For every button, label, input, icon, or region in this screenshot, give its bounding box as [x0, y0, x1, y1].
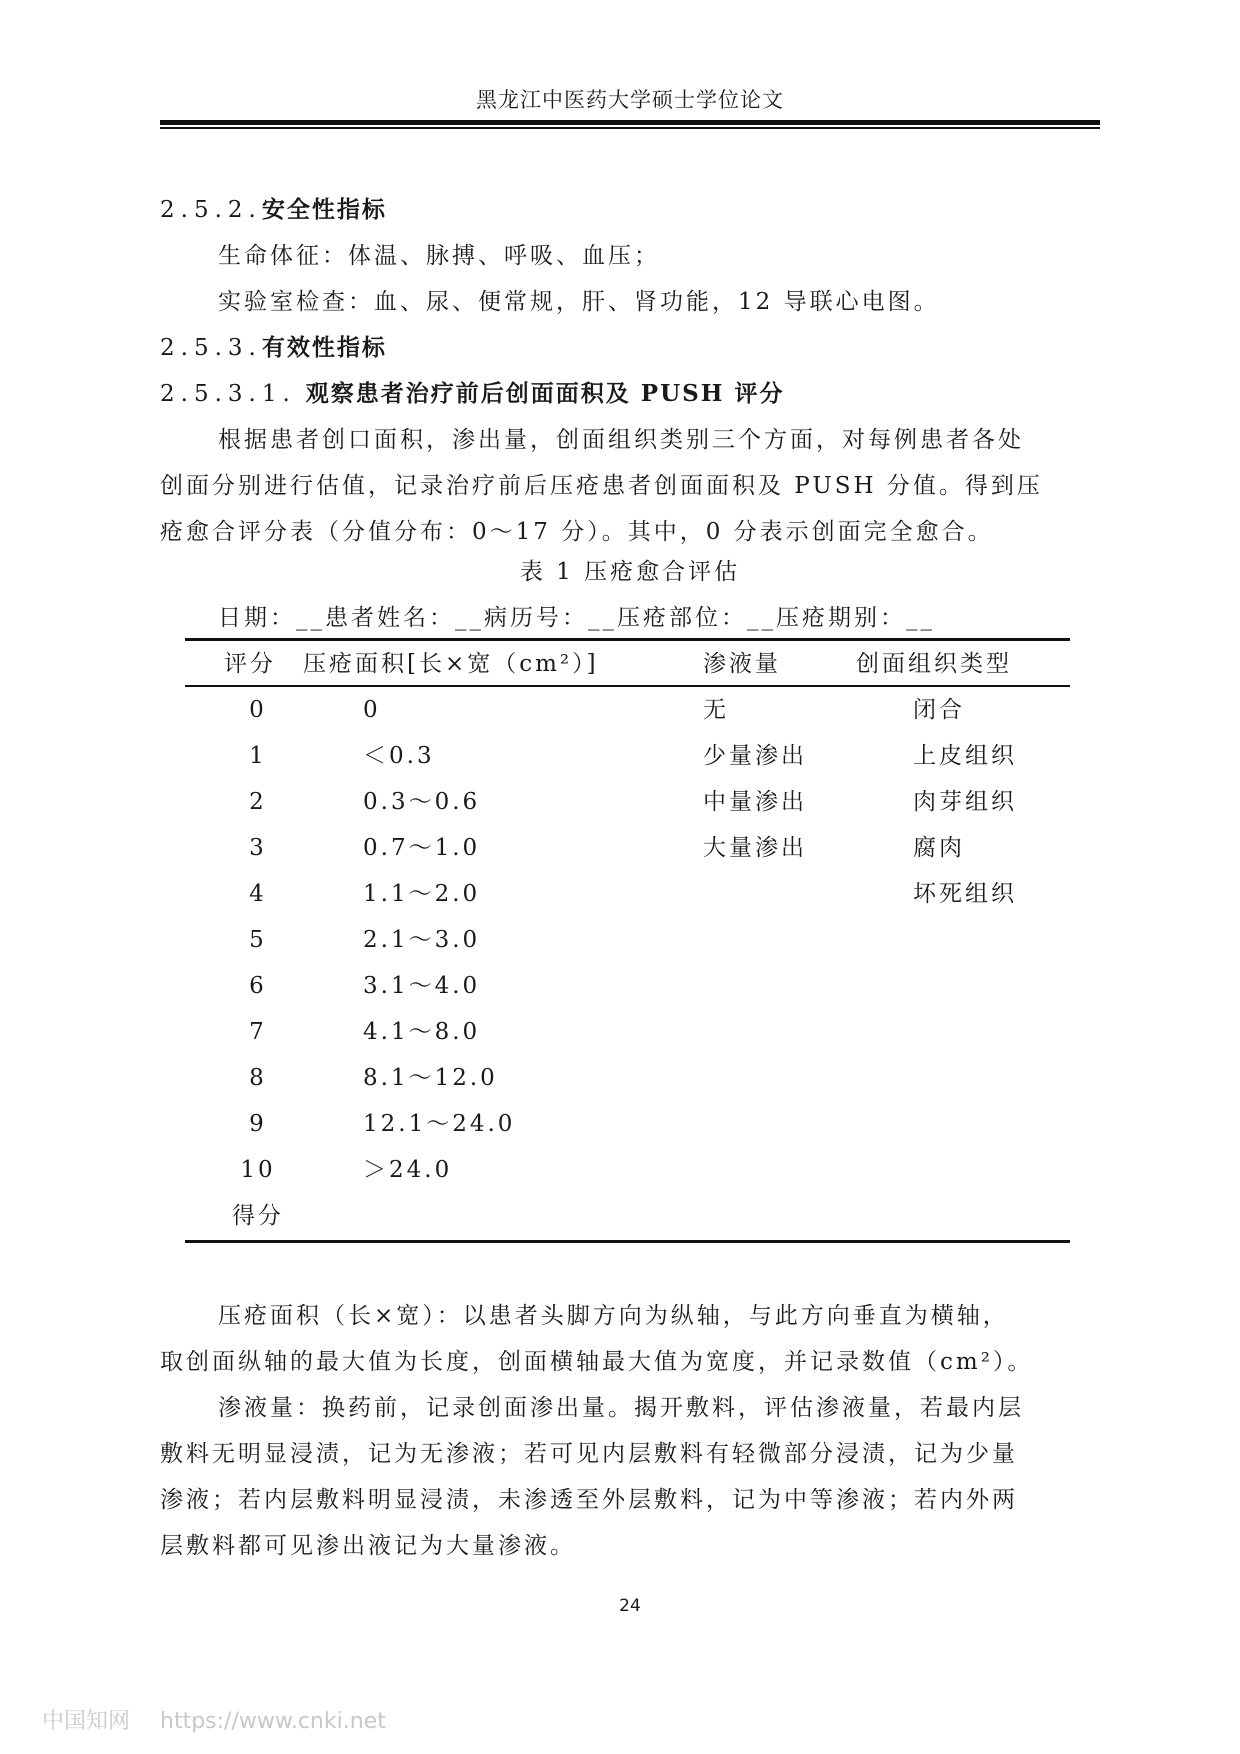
cell-score: 6	[249, 973, 267, 999]
watermark-url: https://www.cnki.net	[160, 1709, 386, 1734]
table-form-line: 日期：__患者姓名：__病历号：__压疮部位：__压疮期别：__	[218, 605, 935, 631]
paragraph-line: 疮愈合评分表（分值分布：0～17 分）。其中，0 分表示创面完全愈合。	[160, 519, 994, 545]
cell-area: 3.1～4.0	[363, 973, 481, 999]
paragraph-line: 取创面纵轴的最大值为长度，创面横轴最大值为宽度，并记录数值（cm²）。	[160, 1349, 1034, 1375]
cell-area: ＜0.3	[363, 743, 435, 769]
table-caption: 表 1 压疮愈合评估	[519, 559, 741, 585]
cell-area: 0.3～0.6	[363, 789, 481, 815]
cell-score: 5	[249, 927, 267, 953]
cell-score: 4	[249, 881, 267, 907]
lab-tests-line: 实验室检查：血、尿、便常规，肝、肾功能，12 导联心电图。	[218, 289, 940, 315]
header-area: 压疮面积[长×宽（cm²）]	[303, 651, 599, 677]
cell-score: 得分	[232, 1203, 284, 1229]
section-2-5-3-heading	[160, 330, 1100, 366]
table-header-rule	[185, 685, 1070, 687]
cell-tissue: 肉芽组织	[913, 789, 1017, 815]
header-rule-thin	[160, 127, 1100, 129]
section-2-5-3-1-heading	[160, 376, 1100, 412]
cell-score: 10	[240, 1157, 276, 1183]
paragraph-line: 创面分别进行估值，记录治疗前后压疮患者创面面积及 PUSH 分值。得到压	[160, 473, 1043, 499]
section-title: 观察患者治疗前后创面面积及 PUSH 评分	[305, 380, 785, 407]
cell-area: 4.1～8.0	[363, 1019, 481, 1045]
table-bottom-rule	[185, 1240, 1070, 1243]
cell-area: 1.1～2.0	[363, 881, 481, 907]
section-number: 2.5.2.	[160, 197, 262, 223]
cell-score: 9	[249, 1111, 267, 1137]
cell-score: 2	[249, 789, 267, 815]
header-tissue: 创面组织类型	[856, 651, 1012, 677]
section-number: 2.5.3.	[160, 335, 262, 361]
cell-tissue: 上皮组织	[913, 743, 1017, 769]
cell-score: 8	[249, 1065, 267, 1091]
header-exudate: 渗液量	[703, 651, 781, 677]
page-number: 24	[619, 1596, 641, 1616]
cell-tissue: 腐肉	[913, 835, 965, 861]
watermark	[42, 1704, 386, 1735]
vital-signs-line: 生命体征：体温、脉搏、呼吸、血压；	[218, 243, 660, 269]
cell-area: 8.1～12.0	[363, 1065, 498, 1091]
section-2-5-2-heading	[160, 192, 1100, 228]
cell-exudate: 无	[703, 697, 729, 723]
paragraph-line: 压疮面积（长×宽）：以患者头脚方向为纵轴，与此方向垂直为横轴，	[218, 1303, 1009, 1329]
paragraph-line: 根据患者创口面积，渗出量，创面组织类别三个方面，对每例患者各处	[218, 427, 1024, 453]
section-number: 2.5.3.1.	[160, 381, 296, 407]
paragraph-line: 敷料无明显浸渍，记为无渗液；若可见内层敷料有轻微部分浸渍，记为少量	[160, 1441, 1018, 1467]
cell-score: 7	[249, 1019, 267, 1045]
cell-area: 2.1～3.0	[363, 927, 481, 953]
header-score: 评分	[224, 651, 276, 677]
section-title: 安全性指标	[261, 196, 387, 223]
cell-exudate: 少量渗出	[703, 743, 807, 769]
paragraph-line: 层敷料都可见渗出液记为大量渗液。	[160, 1533, 576, 1559]
cell-score: 3	[249, 835, 267, 861]
cell-area: 12.1～24.0	[363, 1111, 516, 1137]
running-header: 黑龙江中医药大学硕士学位论文	[476, 88, 784, 112]
section-title: 有效性指标	[261, 334, 387, 361]
paragraph-line: 渗液量：换药前，记录创面渗出量。揭开敷料，评估渗液量，若最内层	[218, 1395, 1024, 1421]
cell-tissue: 坏死组织	[913, 881, 1017, 907]
cell-score: 1	[249, 743, 267, 769]
cell-area: 0	[363, 697, 381, 723]
cell-area: 0.7～1.0	[363, 835, 481, 861]
cell-area: ＞24.0	[363, 1157, 453, 1183]
table-top-rule	[185, 638, 1070, 641]
paragraph-line: 渗液；若内层敷料明显浸渍，未渗透至外层敷料，记为中等渗液；若内外两	[160, 1487, 1018, 1513]
header-rule-thick	[160, 120, 1100, 125]
cell-exudate: 中量渗出	[703, 789, 807, 815]
cell-exudate: 大量渗出	[703, 835, 807, 861]
cell-tissue: 闭合	[913, 697, 965, 723]
cell-score: 0	[249, 697, 267, 723]
watermark-site: 中国知网	[42, 1709, 131, 1734]
